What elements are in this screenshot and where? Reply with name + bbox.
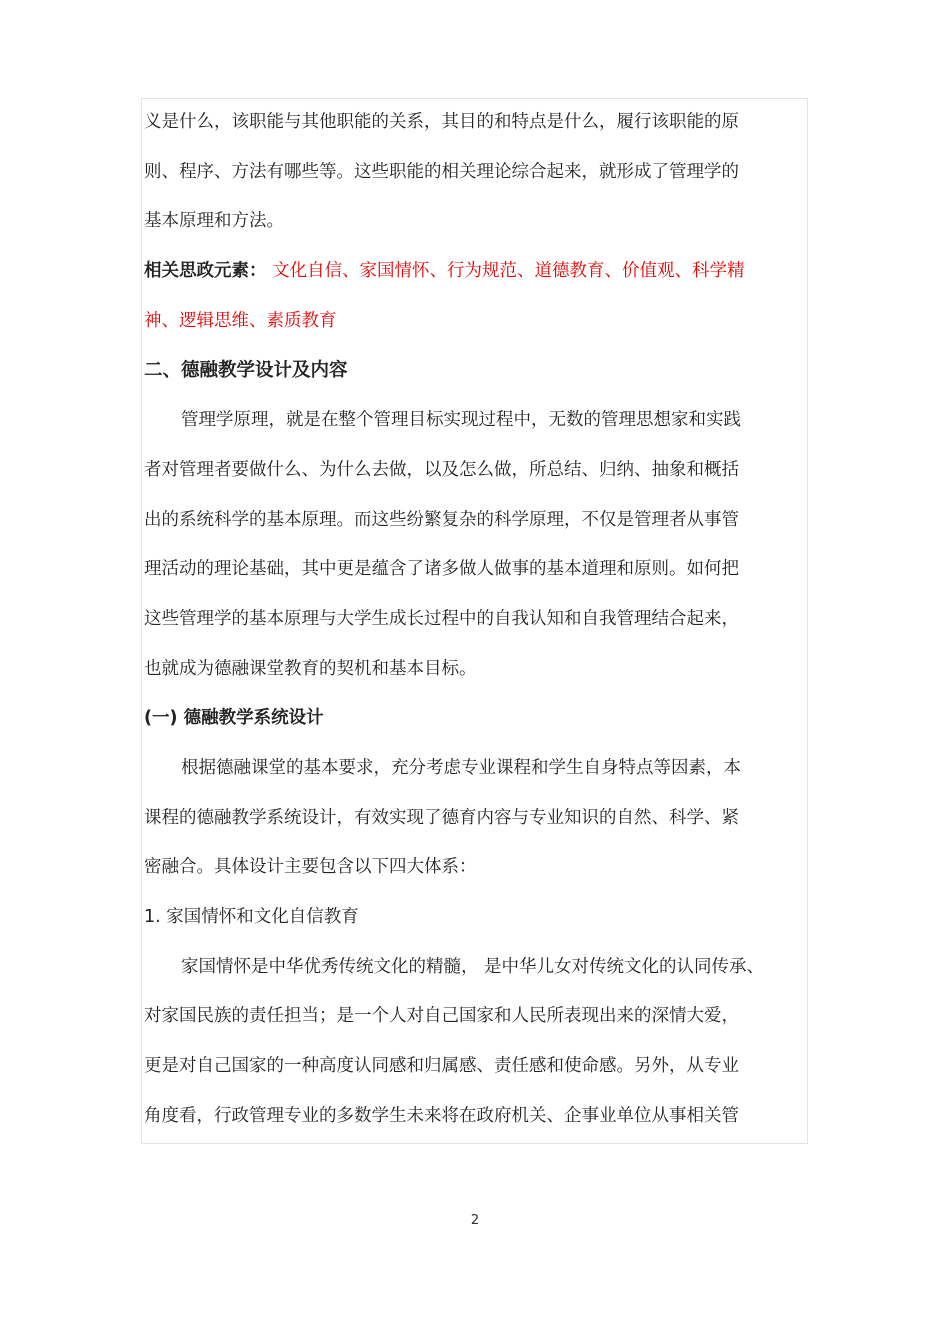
paragraph-line: 家国情怀是中华优秀传统文化的精髓， 是中华儿女对传统文化的认同传承、 — [181, 956, 765, 977]
document-body — [144, 98, 808, 1141]
paragraph-line: 也就成为德融课堂教育的契机和基本目标。 — [144, 658, 477, 679]
paragraph-line: 管理学原理，就是在整个管理目标实现过程中，无数的管理思想家和实践 — [181, 410, 741, 431]
paragraph-line: 根据德融课堂的基本要求，充分考虑专业课程和学生自身特点等因素，本 — [181, 757, 741, 778]
paragraph-line: 密融合。具体设计主要包含以下四大体系： — [144, 857, 477, 878]
page-number: 2 — [470, 1213, 480, 1228]
paragraph-line: 角度看，行政管理专业的多数学生未来将在政府机关、企事业单位从事相关管 — [144, 1105, 739, 1126]
paragraph-line: 对家国民族的责任担当；是一个人对自己国家和人民所表现出来的深情大爱， — [144, 1006, 739, 1027]
section-heading: 二、德融教学设计及内容 — [144, 360, 348, 382]
paragraph-line: 这些管理学的基本原理与大学生成长过程中的自我认知和自我管理结合起来， — [144, 608, 739, 629]
ideology-elements-list: 文化自信、家国情怀、行为规范、道德教育、价值观、科学精 — [266, 261, 745, 282]
paragraph-line: 则、程序、方法有哪些等。这些职能的相关理论综合起来，就形成了管理学的 — [144, 161, 739, 182]
paragraph-line: 课程的德融教学系统设计，有效实现了德育内容与专业知识的自然、科学、紧 — [144, 807, 739, 828]
paragraph-line: 理活动的理论基础，其中更是蕴含了诸多做人做事的基本道理和原则。如何把 — [144, 559, 739, 580]
paragraph-line: 基本原理和方法。 — [144, 211, 284, 232]
subsection-heading: (一) 德融教学系统设计 — [144, 708, 324, 729]
paragraph-line: 出的系统科学的基本原理。而这些纷繁复杂的科学原理，不仅是管理者从事管 — [144, 509, 739, 530]
ideology-elements-label: 相关思政元素： — [144, 261, 267, 282]
paragraph-line: 义是什么，该职能与其他职能的关系，其目的和特点是什么，履行该职能的原 — [144, 112, 739, 132]
list-item-heading: 1. 家国情怀和文化自信教育 — [144, 907, 359, 927]
ideology-elements-list-continued: 神、逻辑思维、素质教育 — [144, 310, 337, 331]
paragraph-line: 更是对自己国家的一种高度认同感和归属感、责任感和使命感。另外，从专业 — [144, 1056, 739, 1077]
paragraph-line: 者对管理者要做什么、为什么去做，以及怎么做，所总结、归纳、抽象和概括 — [144, 459, 739, 480]
ideology-elements-line — [144, 247, 808, 297]
